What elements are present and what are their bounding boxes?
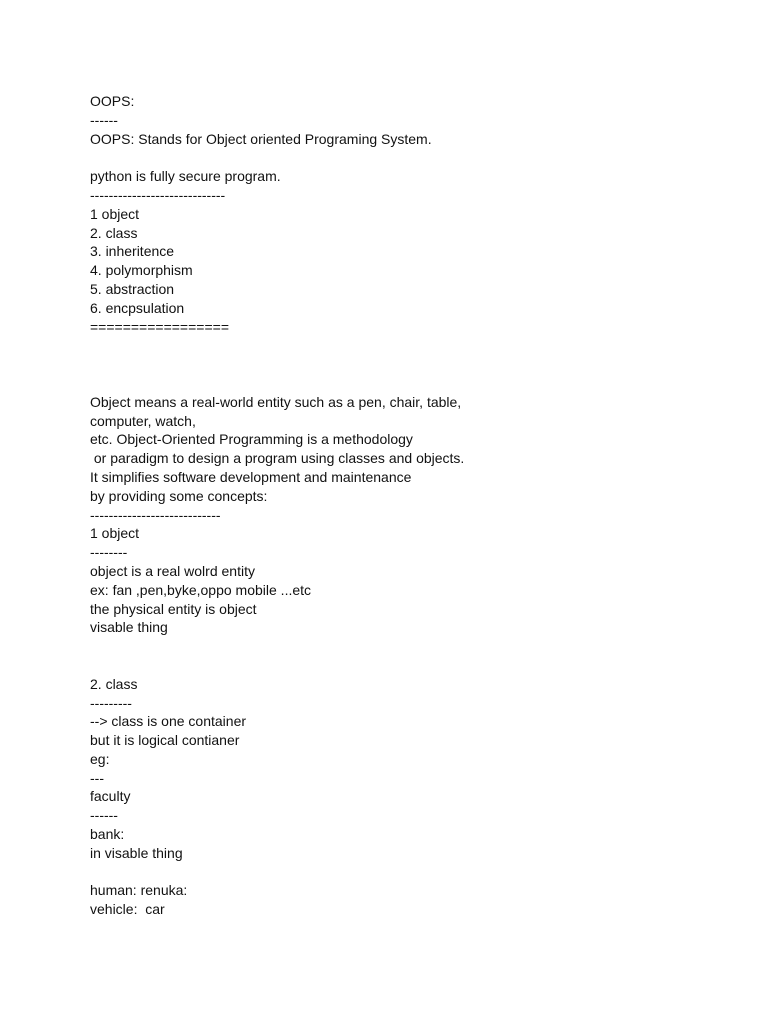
text-line: OOPS: Stands for Object oriented Programing System.: [90, 130, 432, 147]
text-line: ------: [90, 111, 118, 128]
text-line: vehicle: car: [90, 901, 165, 918]
text-line: =================: [90, 318, 229, 335]
text-line: 5. abstraction: [90, 280, 175, 297]
text-line: eg:: [90, 750, 110, 767]
text-line: object is a real wolrd entity: [90, 562, 255, 579]
text-line: ---------: [90, 694, 132, 711]
text-line: faculty: [90, 788, 131, 805]
text-line: [90, 336, 730, 355]
text-line: python is fully secure program.: [90, 168, 281, 185]
text-line: ex: fan ,pen,byke,oppo mobile ...etc: [90, 581, 312, 598]
text-line: 1 object: [90, 525, 140, 542]
text-line: visable thing: [90, 619, 168, 636]
text-line: OOPS:: [90, 93, 135, 109]
document-body: [90, 92, 730, 919]
text-line: 1 object: [90, 205, 140, 222]
text-line: [90, 355, 730, 374]
text-line: 6. encpsulation: [90, 299, 185, 316]
text-line: [90, 148, 730, 167]
text-line: [90, 374, 730, 393]
text-line: or paradigm to design a program using classes and objects.: [90, 450, 465, 467]
text-line: human: renuka:: [90, 882, 188, 899]
text-line: [90, 656, 730, 675]
text-line: ---: [90, 769, 104, 786]
text-line: but it is logical contianer: [90, 732, 240, 749]
text-line: It simplifies software development and maintenance: [90, 468, 412, 485]
text-line: -----------------------------: [90, 186, 226, 203]
text-line: 3. inheritence: [90, 243, 175, 260]
text-line: --> class is one container: [90, 713, 247, 730]
text-line: ----------------------------: [90, 506, 221, 523]
text-line: ------: [90, 807, 118, 824]
text-line: 2. class: [90, 224, 138, 241]
text-line: computer, watch,: [90, 412, 196, 429]
text-line: 2. class: [90, 675, 138, 692]
text-line: etc. Object-Oriented Programming is a methodology: [90, 431, 413, 448]
text-line: 4. polymorphism: [90, 262, 193, 279]
text-line: [90, 637, 730, 656]
text-line: [90, 863, 730, 882]
text-line: in visable thing: [90, 844, 183, 861]
text-line: --------: [90, 544, 128, 561]
text-line: Object means a real-world entity such as a pen, chair, table,: [90, 393, 462, 410]
text-line: by providing some concepts:: [90, 487, 268, 504]
text-line: the physical entity is object: [90, 600, 257, 617]
text-line: bank:: [90, 826, 125, 843]
